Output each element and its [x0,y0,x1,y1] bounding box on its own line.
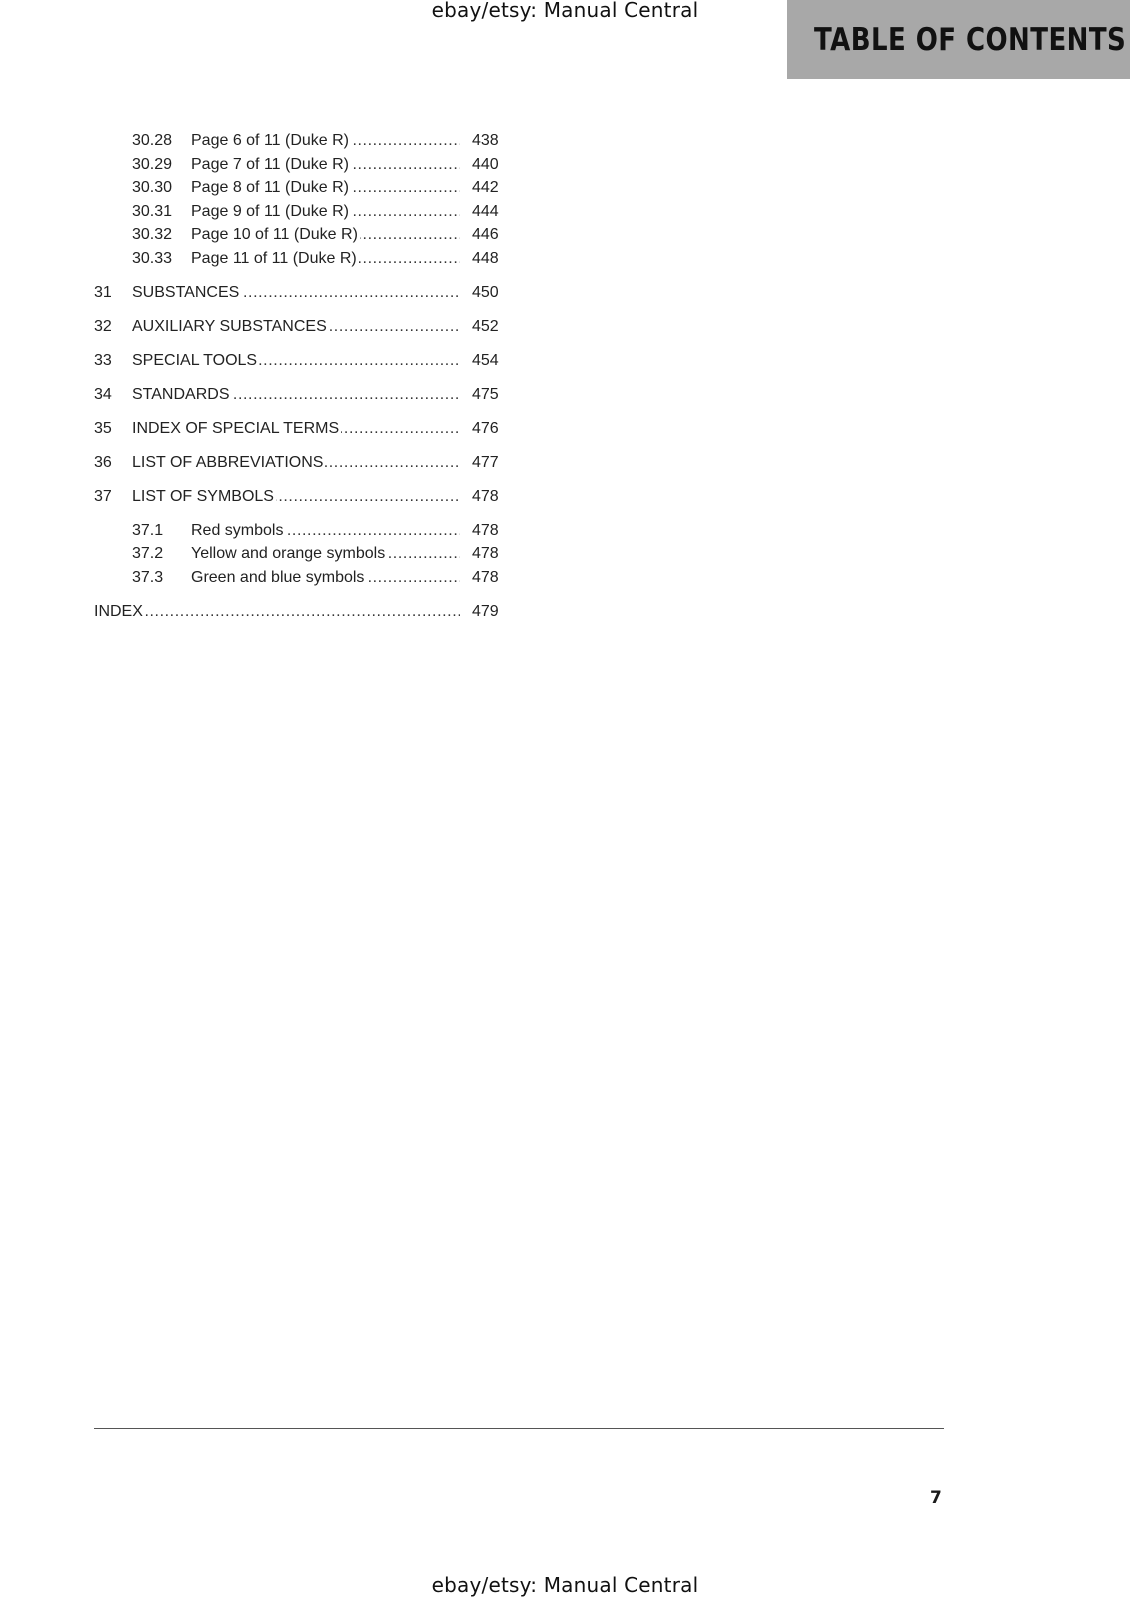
toc-entry-title: SPECIAL TOOLS [132,351,258,369]
toc-entry-page: 475 [472,385,499,403]
watermark-top: ebay/etsy: Manual Central [431,0,699,22]
section-banner [787,0,1130,79]
toc-entry-number: 30.31 [132,202,173,220]
toc-entry-number: 37.1 [132,521,164,539]
toc-entry-page: 478 [472,568,499,586]
toc-entry-title: SUBSTANCES [132,283,240,301]
toc-entry-page: 450 [472,283,499,301]
toc-entry-page: 452 [472,317,499,335]
toc-entry-title: Page 8 of 11 (Duke R) [191,179,350,196]
toc-entry[interactable] [94,485,504,509]
toc-entry-index[interactable] [94,600,504,624]
toc-entry[interactable] [94,247,504,271]
toc-entry-number: 30.33 [132,249,173,267]
toc-entry-title: LIST OF ABBREVIATIONS [132,453,324,471]
toc-entry-page: 454 [472,351,499,369]
toc-entry-number: 32 [94,317,112,335]
toc-entry-title: INDEX OF SPECIAL TERMS [132,419,340,437]
toc-entry[interactable] [94,349,504,373]
toc-entry[interactable] [94,223,504,247]
toc-entry-number: 36 [94,453,112,471]
toc-entry[interactable] [94,383,504,407]
toc-entry-page: 478 [472,487,499,505]
page-number: 7 [930,1488,942,1508]
toc-entry-title: Page 10 of 11 (Duke R) [191,226,358,243]
toc-entry-page: 479 [472,602,499,620]
toc-entry-number: 33 [94,351,112,369]
toc-entry-title: STANDARDS [132,385,230,403]
toc-entry[interactable] [94,129,504,153]
toc-entry[interactable] [94,176,504,200]
toc-entry[interactable] [94,200,504,224]
toc-entry-title: Green and blue symbols [191,568,365,586]
toc-entry-page: 444 [472,202,499,220]
toc-entry[interactable] [94,417,504,441]
toc-entry-page: 478 [472,545,499,562]
section-title: TABLE OF CONTENTS [814,22,1127,58]
watermark-bottom: ebay/etsy: Manual Central [431,1573,699,1597]
toc-entry-page: 438 [472,132,499,149]
toc-entry[interactable] [94,542,504,566]
toc-entry[interactable] [94,566,504,590]
footer-divider [94,1428,944,1429]
toc-entry-page: 448 [472,249,499,267]
table-of-contents [94,129,504,623]
toc-entry-title: Page 11 of 11 (Duke R) [191,249,357,267]
toc-entry[interactable] [94,519,504,543]
toc-entry-title: Yellow and orange symbols [191,545,386,562]
toc-entry-page: 442 [472,179,499,196]
toc-entry-number: 37 [94,487,112,505]
toc-entry-number: 37.2 [132,545,164,562]
toc-entry-title: LIST OF SYMBOLS [132,487,274,505]
toc-entry-title: AUXILIARY SUBSTANCES [132,317,327,335]
toc-entry[interactable] [94,153,504,177]
toc-entry-page: 477 [472,453,499,471]
toc-entry-page: 476 [472,419,499,437]
toc-entry-number: 30.30 [132,179,173,196]
toc-entry[interactable] [94,281,504,305]
toc-entry-number: 37.3 [132,568,164,586]
toc-entry-number: 34 [94,385,112,403]
toc-entry[interactable] [94,451,504,475]
toc-entry-number: 30.32 [132,226,173,243]
toc-entry-number: 35 [94,419,112,437]
toc-entry-title: Page 7 of 11 (Duke R) [191,155,350,173]
toc-entry-page: 446 [472,226,499,243]
toc-entry-number: 30.29 [132,155,173,173]
toc-entry-page: 440 [472,155,499,173]
toc-entry-title: INDEX [94,602,143,620]
toc-entry-title: Page 9 of 11 (Duke R) [191,202,350,220]
toc-entry-title: Page 6 of 11 (Duke R) [191,132,350,149]
toc-entry-number: 30.28 [132,132,173,149]
toc-entry-number: 31 [94,283,112,301]
toc-entry-title: Red symbols [191,521,284,539]
toc-entry-page: 478 [472,521,499,539]
toc-entry[interactable] [94,315,504,339]
